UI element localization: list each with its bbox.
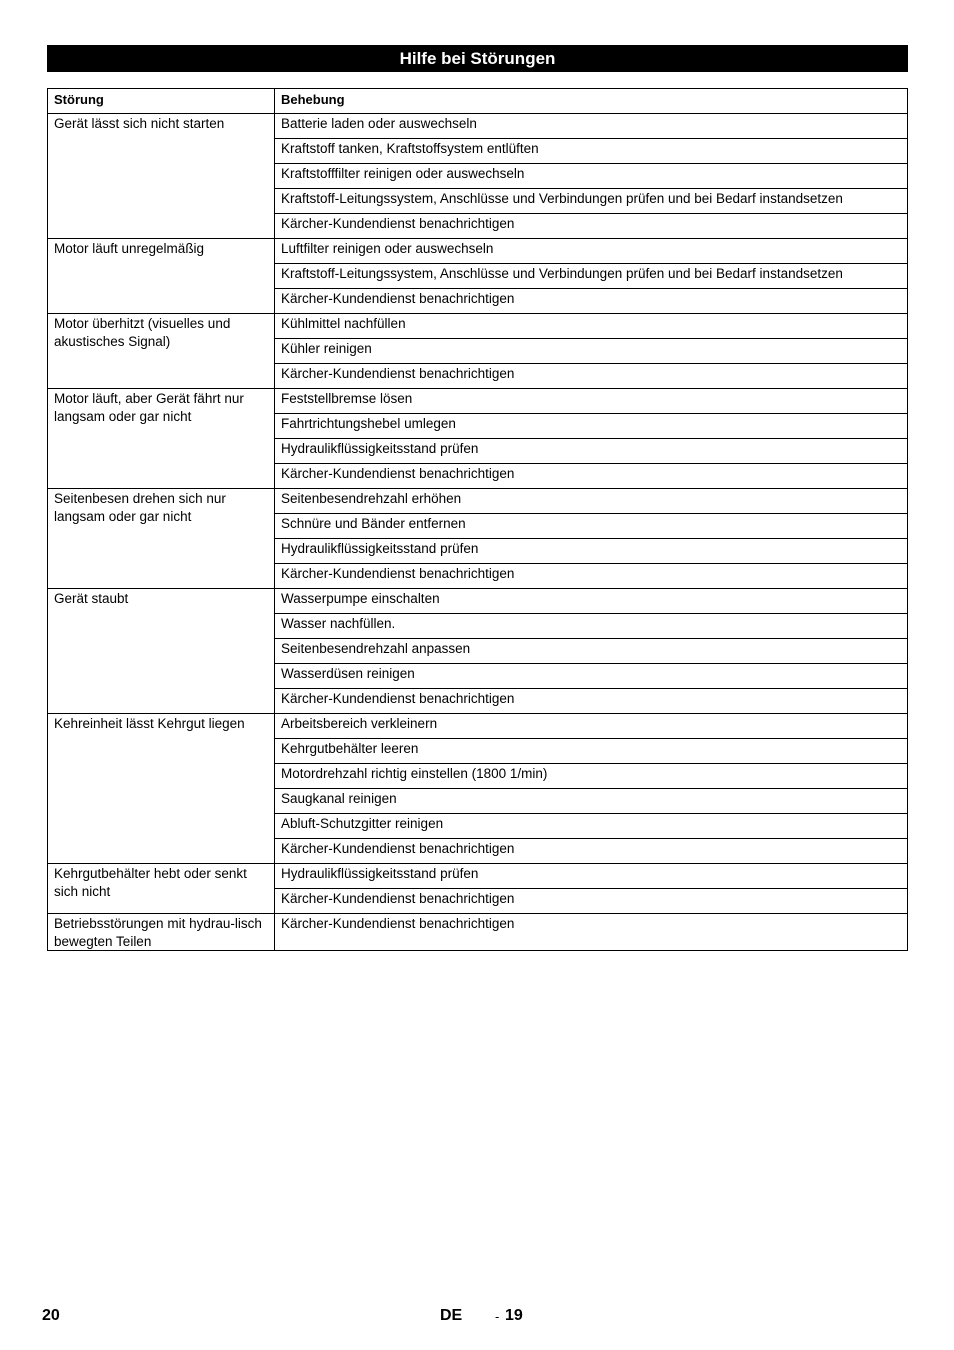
remedy-cell: Kehrgutbehälter leeren: [275, 739, 908, 764]
remedy-cell: Saugkanal reinigen: [275, 789, 908, 814]
remedy-cell: Kraftstoff-Leitungssystem, Anschlüsse und Verbindungen prüfen und bei Bedarf instandsetzen: [275, 189, 908, 214]
table-row: [48, 489, 908, 514]
table-row: [48, 314, 908, 339]
language-code: DE: [440, 1307, 463, 1324]
table-row: [48, 914, 908, 951]
remedy-cell: Feststellbremse lösen: [275, 389, 908, 414]
remedy-cell: Kärcher-Kundendienst benachrichtigen: [275, 564, 908, 589]
remedy-cell: Kraftstoff tanken, Kraftstoffsystem entlüften: [275, 139, 908, 164]
remedy-cell: Kraftstofffilter reinigen oder auswechseln: [275, 164, 908, 189]
footer-separator: -: [495, 1309, 500, 1324]
table-row: [48, 114, 908, 139]
remedy-cell: Seitenbesendrehzahl erhöhen: [275, 489, 908, 514]
remedy-cell: Motordrehzahl richtig einstellen (1800 1/min): [275, 764, 908, 789]
table-row: [48, 589, 908, 614]
remedy-cell: Kraftstoff-Leitungssystem, Anschlüsse und Verbindungen prüfen und bei Bedarf instandsetzen: [275, 264, 908, 289]
fault-cell: Kehreinheit lässt Kehrgut liegen: [48, 714, 275, 864]
remedy-cell: Wasserdüsen reinigen: [275, 664, 908, 689]
remedy-cell: Abluft-Schutzgitter reinigen: [275, 814, 908, 839]
section-page-number: 19: [505, 1307, 523, 1324]
remedy-cell: Batterie laden oder auswechseln: [275, 114, 908, 139]
remedy-cell: Kärcher-Kundendienst benachrichtigen: [275, 464, 908, 489]
column-header-fault: Störung: [48, 89, 275, 114]
remedy-cell: Kärcher-Kundendienst benachrichtigen: [275, 839, 908, 864]
fault-cell: Betriebsstörungen mit hydrau-lisch bewegten Teilen: [48, 914, 275, 951]
remedy-cell: Kühler reinigen: [275, 339, 908, 364]
remedy-cell: Luftfilter reinigen oder auswechseln: [275, 239, 908, 264]
remedy-cell: Kärcher-Kundendienst benachrichtigen: [275, 914, 908, 951]
remedy-cell: Kärcher-Kundendienst benachrichtigen: [275, 214, 908, 239]
remedy-cell: Wasser nachfüllen.: [275, 614, 908, 639]
remedy-cell: Kärcher-Kundendienst benachrichtigen: [275, 289, 908, 314]
table-row: [48, 714, 908, 739]
remedy-cell: Hydraulikflüssigkeitsstand prüfen: [275, 864, 908, 889]
fault-cell: Gerät staubt: [48, 589, 275, 714]
remedy-cell: Kärcher-Kundendienst benachrichtigen: [275, 689, 908, 714]
fault-cell: Motor läuft unregelmäßig: [48, 239, 275, 314]
page-number: 20: [42, 1307, 60, 1324]
remedy-cell: Seitenbesendrehzahl anpassen: [275, 639, 908, 664]
remedy-cell: Schnüre und Bänder entfernen: [275, 514, 908, 539]
remedy-cell: Hydraulikflüssigkeitsstand prüfen: [275, 539, 908, 564]
troubleshooting-table: [47, 88, 908, 951]
fault-cell: Gerät lässt sich nicht starten: [48, 114, 275, 239]
table-row: [48, 389, 908, 414]
page-title: Hilfe bei Störungen: [47, 45, 908, 72]
table-row: [48, 864, 908, 889]
fault-cell: Seitenbesen drehen sich nur langsam oder gar nicht: [48, 489, 275, 589]
table-body: [48, 114, 908, 951]
remedy-cell: Fahrtrichtungshebel umlegen: [275, 414, 908, 439]
fault-cell: Kehrgutbehälter hebt oder senkt sich nicht: [48, 864, 275, 914]
fault-cell: Motor überhitzt (visuelles und akustisches Signal): [48, 314, 275, 389]
remedy-cell: Wasserpumpe einschalten: [275, 589, 908, 614]
remedy-cell: Arbeitsbereich verkleinern: [275, 714, 908, 739]
fault-cell: Motor läuft, aber Gerät fährt nur langsam oder gar nicht: [48, 389, 275, 489]
remedy-cell: Kärcher-Kundendienst benachrichtigen: [275, 889, 908, 914]
table-header-row: [48, 89, 908, 114]
table-row: [48, 239, 908, 264]
remedy-cell: Kühlmittel nachfüllen: [275, 314, 908, 339]
remedy-cell: Kärcher-Kundendienst benachrichtigen: [275, 364, 908, 389]
remedy-cell: Hydraulikflüssigkeitsstand prüfen: [275, 439, 908, 464]
column-header-remedy: Behebung: [275, 89, 908, 114]
